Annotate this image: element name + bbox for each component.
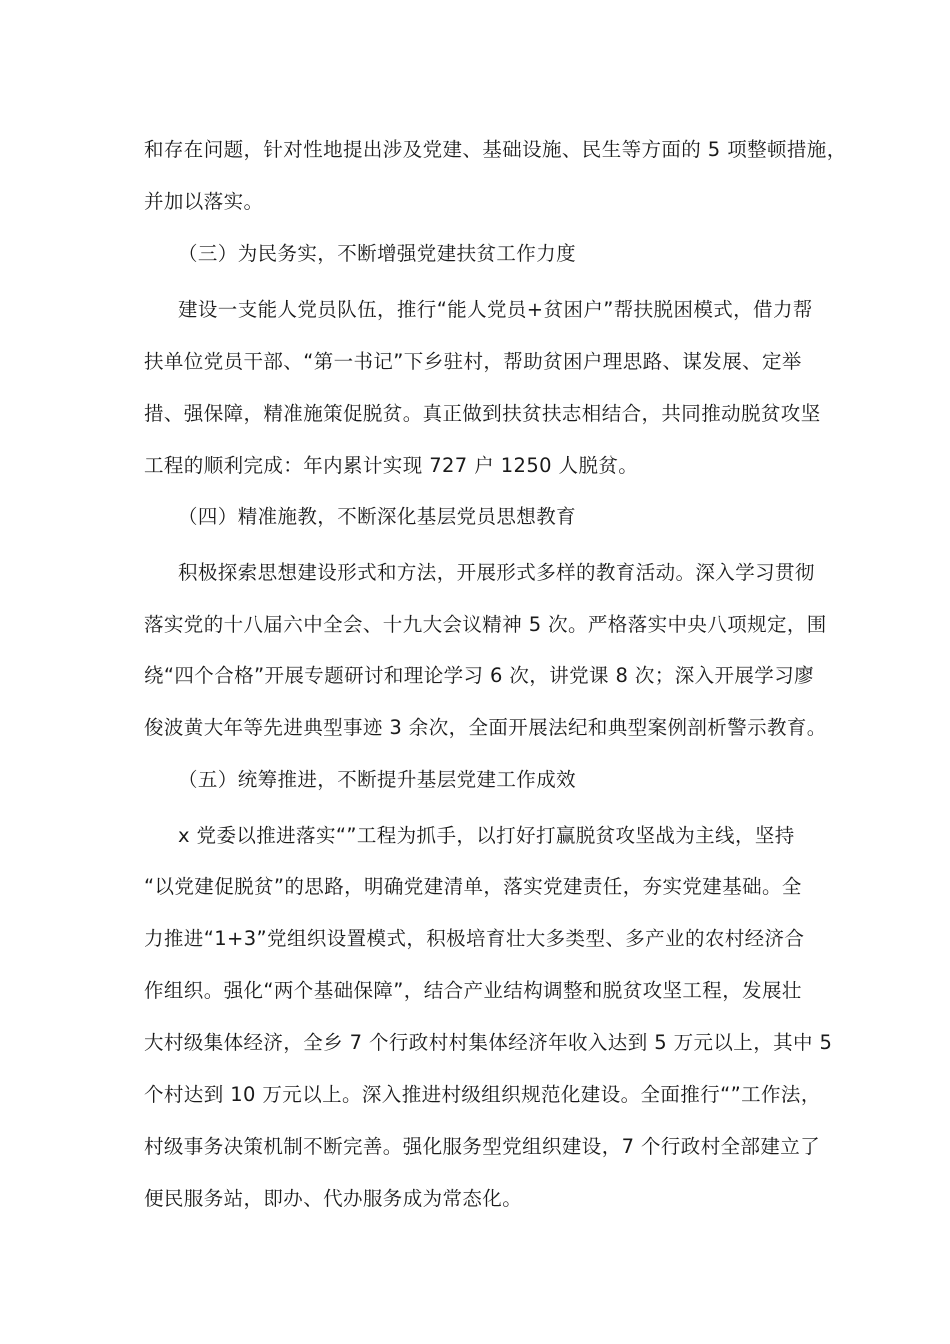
text-line-18: 大村级集体经济，全乡 7 个行政村村集体经济年收入达到 5 万元以上，其中 5	[144, 1031, 833, 1054]
text-line-10: 落实党的十八届六中全会、十九大会议精神 5 次。严格落实中央八项规定，围	[144, 613, 827, 636]
text-line-15: “以党建促脱贫”的思路，明确党建清单，落实党建责任，夯实党建基础。全	[144, 875, 802, 898]
text-line-2: 并加以落实。	[144, 190, 264, 213]
text-line-5: 扶单位党员干部、“第一书记”下乡驻村，帮助贫困户理思路、谋发展、定举	[144, 350, 802, 373]
text-line-21: 便民服务站，即办、代办服务成为常态化。	[144, 1187, 523, 1210]
text-line-11: 绕“四个合格”开展专题研讨和理论学习 6 次，讲党课 8 次；深入开展学习廖	[144, 664, 815, 687]
text-line-1: 和存在问题，针对性地提出涉及党建、基础设施、民生等方面的 5 项整顿措施，	[144, 138, 847, 161]
text-line-20: 村级事务决策机制不断完善。强化服务型党组织建设，7 个行政村全部建立了	[144, 1135, 821, 1158]
section-heading-5: （五）统筹推进，不断提升基层党建工作成效	[178, 768, 577, 791]
text-line-4: 建设一支能人党员队伍，推行“能人党员+贫困户”帮扶脱困模式，借力帮	[178, 298, 813, 321]
text-line-16: 力推进“1+3”党组织设置模式，积极培育壮大多类型、多产业的农村经济合	[144, 927, 805, 950]
text-line-14: x 党委以推进落实“”工程为抓手，以打好打赢脱贫攻坚战为主线，坚持	[178, 824, 795, 847]
text-line-12: 俊波黄大年等先进典型事迹 3 余次，全面开展法纪和典型案例剖析警示教育。	[144, 716, 827, 739]
text-line-6: 措、强保障，精准施策促脱贫。真正做到扶贫扶志相结合，共同推动脱贫攻坚	[144, 402, 821, 425]
text-line-17: 作组织。强化“两个基础保障”，结合产业结构调整和脱贫攻坚工程，发展壮	[144, 979, 802, 1002]
text-line-19: 个村达到 10 万元以上。深入推进村级组织规范化建设。全面推行“”工作法，	[144, 1083, 821, 1106]
section-heading-3: （三）为民务实，不断增强党建扶贫工作力度	[178, 242, 577, 265]
text-line-9: 积极探索思想建设形式和方法，开展形式多样的教育活动。深入学习贯彻	[178, 561, 815, 584]
section-heading-4: （四）精准施教，不断深化基层党员思想教育	[178, 505, 577, 528]
text-line-7: 工程的顺利完成：年内累计实现 727 户 1250 人脱贫。	[144, 454, 639, 477]
